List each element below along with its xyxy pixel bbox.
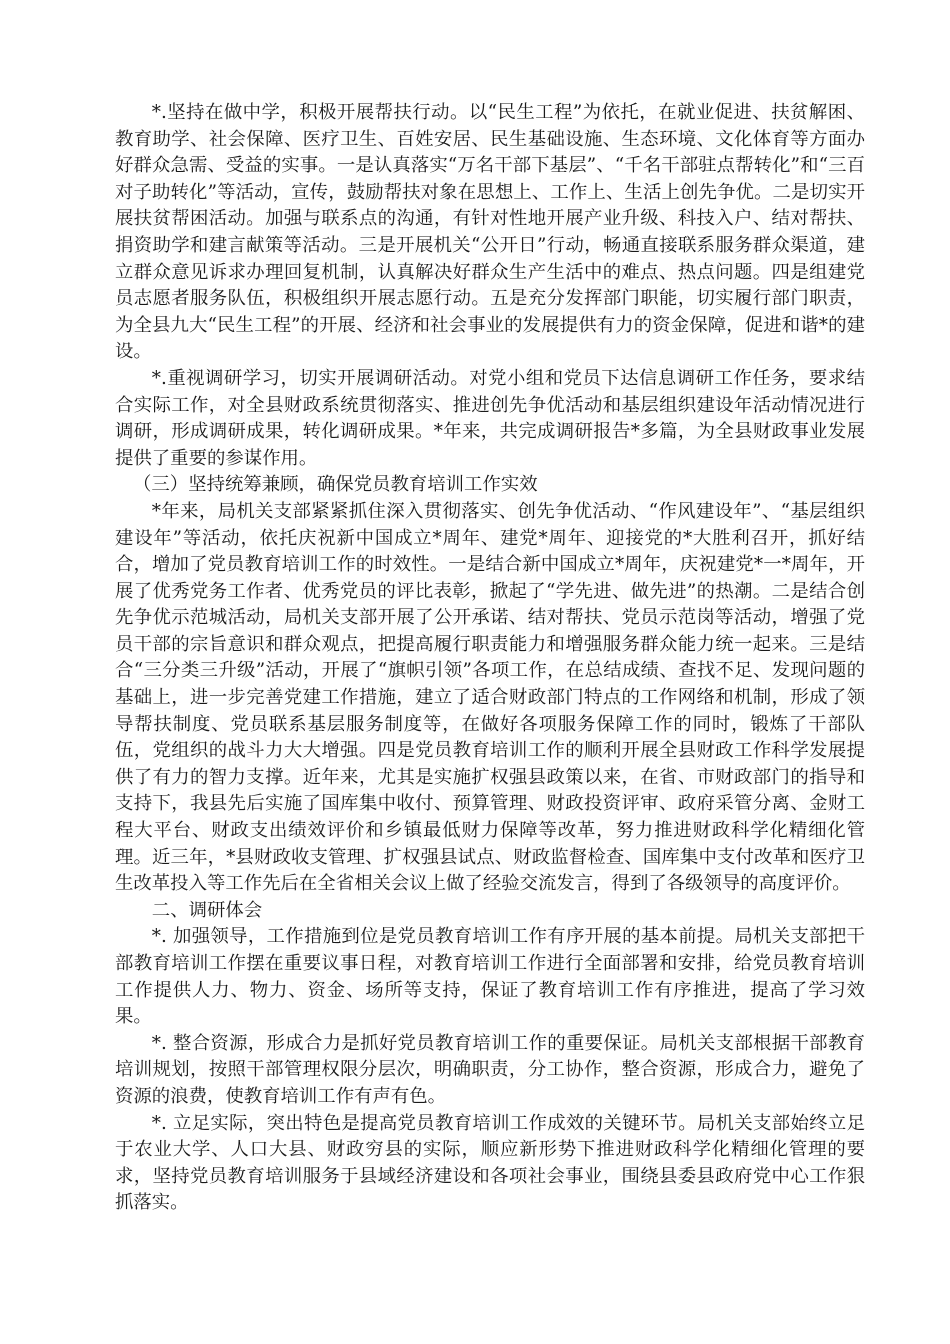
paragraph-training: *年来，局机关支部紧紧抓住深入贯彻落实、创先争优活动、“作风建设年”、“基层组织建设年”等活动，依托庆祝新中国成立*周年、建党*周年、迎接党的*大胜利召开，抓好结合，增加了党员教育培训工作的时效性。一是结合新中国成立*周年，庆祝建党*一*周年，开展了优秀党务工作者、优秀党员的评比表彰，掀起了“学先进、做先进”的热潮。二是结合创先争优示范城活动，局机关支部开展了公开承诺、结对帮扶、党员示范岗等活动，增强了党员干部的宗旨意识和群众观点，把提高履行职责能力和增强服务群众能力统一起来。三是结合“三分类三升级”活动，开展了“旗帜引领”各项工作，在总结成绩、查找不足、发现问题的基础上，进一步完善党建工作措施，建立了适合财政部门特点的工作网络和机制，形成了领导帮扶制度、党员联系基层服务制度等，在做好各项服务保障工作的同时，锻炼了干部队伍，党组织的战斗力大大增强。四是党员教育培训工作的顺利开展全县财政工作科学发展提供了有力的智力支撑。近年来，尤其是实施扩权强县政策以来，在省、市财政部门的指导和支持下，我县先后实施了国库集中收付、预算管理、财政投资评审、政府采管分离、金财工程大平台、财政支出绩效评价和乡镇最低财力保障等改革，努力推进财政科学化精细化管理。近三年，*县财政收支管理、扩权强县试点、财政监督检查、国库集中支付改革和医疗卫生改革投入等工作先后在全省相关会议上做了经验交流发言，得到了各级领导的高度评价。 [115,500,865,895]
paragraph-practicality: *. 立足实际，突出特色是提高党员教育培训工作成效的关键环节。局机关支部始终立足于农业大学、人口大县、财政穷县的实际，顺应新形势下推进财政科学化精细化管理的要求，坚持党员教育培训服务于县域经济建设和各项社会事业，围绕县委县政府党中心工作狠抓落实。 [115,1112,865,1214]
paragraph-research: *.重视调研学习，切实开展调研活动。对党小组和党员下达信息调研工作任务，要求结合实际工作，对全县财政系统贯彻落实、推进创先争优活动和基层组织建设年活动情况进行调研，形成调研成果，转化调研成果。*年来，共完成调研报告*多篇，为全县财政事业发展提供了重要的参谋作用。 [115,367,865,469]
document-body [115,100,865,1217]
section-heading-3: （三）坚持统筹兼顾，确保党员教育培训工作实效 [133,474,538,496]
section-heading-2: 二、调研体会 [151,899,263,921]
paragraph-practice: *.坚持在做中学，积极开展帮扶行动。以“民生工程”为依托，在就业促进、扶贫解困、教育助学、社会保障、医疗卫生、百姓安居、民生基础设施、生态环境、文化体育等方面办好群众急需、受益的实事。一是认真落实“万名干部下基层”、“千名干部驻点帮转化”和“三百对子助转化”等活动，宣传，鼓励帮扶对象在思想上、工作上、生活上创先争优。二是切实开展扶贫帮困活动。加强与联系点的沟通，有针对性地开展产业升级、科技入户、结对帮扶、捐资助学和建言献策等活动。三是开展机关“公开日”行动，畅通直接联系服务群众渠道，建立群众意见诉求办理回复机制，认真解决好群众生产生活中的难点、热点问题。四是组建党员志愿者服务队伍，积极组织开展志愿行动。五是充分发挥部门职能，切实履行部门职责，为全县九大“民生工程”的开展、经济和社会事业的发展提供有力的资金保障，促进和谐*的建设。 [115,102,865,363]
paragraph-leadership: *. 加强领导，工作措施到位是党员教育培训工作有序开展的基本前提。局机关支部把干部教育培训工作摆在重要议事日程，对教育培训工作进行全面部署和安排，给党员教育培训工作提供人力、物力、资金、场所等支持，保证了教育培训工作有序推进，提高了学习效果。 [115,926,865,1028]
paragraph-resources: *. 整合资源，形成合力是抓好党员教育培训工作的重要保证。局机关支部根据干部教育培训规划，按照干部管理权限分层次，明确职责，分工协作，整合资源，形成合力，避免了资源的浪费，使教育培训工作有声有色。 [115,1032,865,1107]
